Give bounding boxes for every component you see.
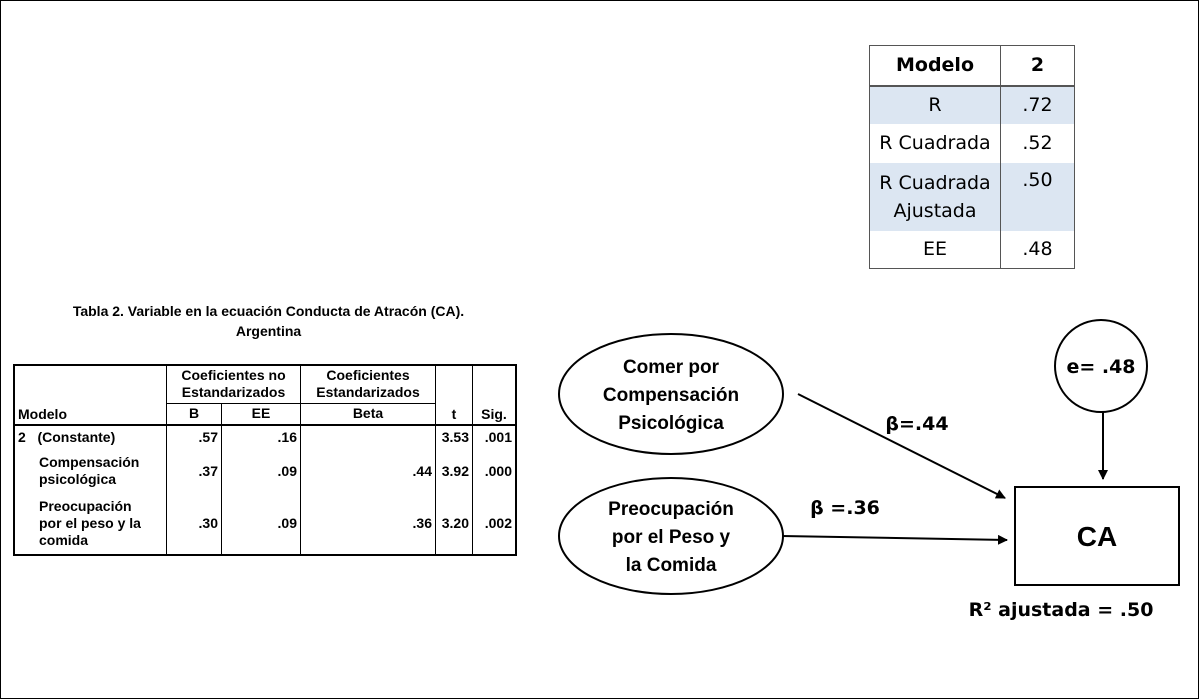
summary-value: .50: [1001, 163, 1075, 231]
cell-sig: .001: [473, 425, 517, 449]
cell-beta: .44: [301, 449, 436, 493]
summary-value: .52: [1001, 124, 1075, 163]
row-label-line2: por el peso y la: [39, 515, 141, 531]
cell-b: .37: [167, 449, 222, 493]
arrow-preoccupation-to-ca: [782, 536, 1007, 540]
node-preoccupation-line3: la Comida: [625, 555, 717, 576]
node-compensation-line2: Compensación: [602, 385, 740, 406]
node-compensation-line3: Psicológica: [618, 413, 724, 434]
table-caption-line1: Tabla 2. Variable en la ecuación Conducta de Atracón (CA).: [72, 303, 465, 319]
header-std-line1: Coeficientes: [326, 367, 410, 383]
summary-value: 2: [1001, 46, 1075, 86]
model-number: 2: [18, 429, 26, 445]
r2-adjusted-label: R² ajustada = .50: [968, 599, 1154, 621]
header-unstd-line2: Estandarizados: [181, 384, 286, 400]
node-preoccupation-line2: por el Peso y: [611, 527, 731, 548]
summary-label: R Cuadrada: [870, 124, 1001, 163]
table-caption-line2: Argentina: [235, 323, 302, 339]
header-modelo: Modelo: [14, 365, 167, 425]
path-diagram: [1, 1, 1198, 698]
row-label-line2: psicológica: [39, 471, 117, 487]
row-label-line1: (Constante): [37, 429, 116, 445]
header-std-line2: Estandarizados: [316, 384, 420, 400]
cell-b: .57: [167, 425, 222, 449]
cell-sig: .002: [473, 493, 517, 555]
summary-label-line1: R Cuadrada: [879, 171, 991, 194]
header-t: t: [436, 365, 473, 425]
summary-label: Modelo: [870, 46, 1001, 86]
beta-preoccupation-label: β =.36: [810, 497, 880, 519]
arrow-compensation-to-ca: [798, 394, 1005, 498]
header-sig: Sig.: [473, 365, 517, 425]
node-compensation-line1: Comer por: [622, 357, 720, 378]
row-label-line1: Compensación: [39, 454, 140, 470]
beta-compensation-label: β=.44: [885, 413, 949, 435]
cell-ee: .16: [222, 425, 301, 449]
row-label-line3: comida: [39, 532, 89, 548]
cell-t: 3.92: [436, 449, 473, 493]
error-label: e= .48: [1066, 356, 1136, 378]
cell-t: 3.53: [436, 425, 473, 449]
summary-label: R: [870, 86, 1001, 124]
node-preoccupation-line1: Preocupación: [608, 499, 734, 520]
row-label-line1: Preocupación: [39, 498, 132, 514]
summary-value: .72: [1001, 86, 1075, 124]
cell-t: 3.20: [436, 493, 473, 555]
summary-value: .48: [1001, 231, 1075, 269]
header-ee: EE: [222, 403, 301, 425]
cell-ee: .09: [222, 449, 301, 493]
header-b: B: [167, 403, 222, 425]
summary-label-line2: Ajustada: [893, 199, 977, 222]
header-unstd-line1: Coeficientes no: [181, 367, 286, 383]
header-beta: Beta: [301, 403, 436, 425]
cell-b: .30: [167, 493, 222, 555]
cell-beta: .36: [301, 493, 436, 555]
cell-sig: .000: [473, 449, 517, 493]
summary-label: EE: [870, 231, 1001, 269]
outcome-label: CA: [1076, 521, 1118, 552]
cell-ee: .09: [222, 493, 301, 555]
